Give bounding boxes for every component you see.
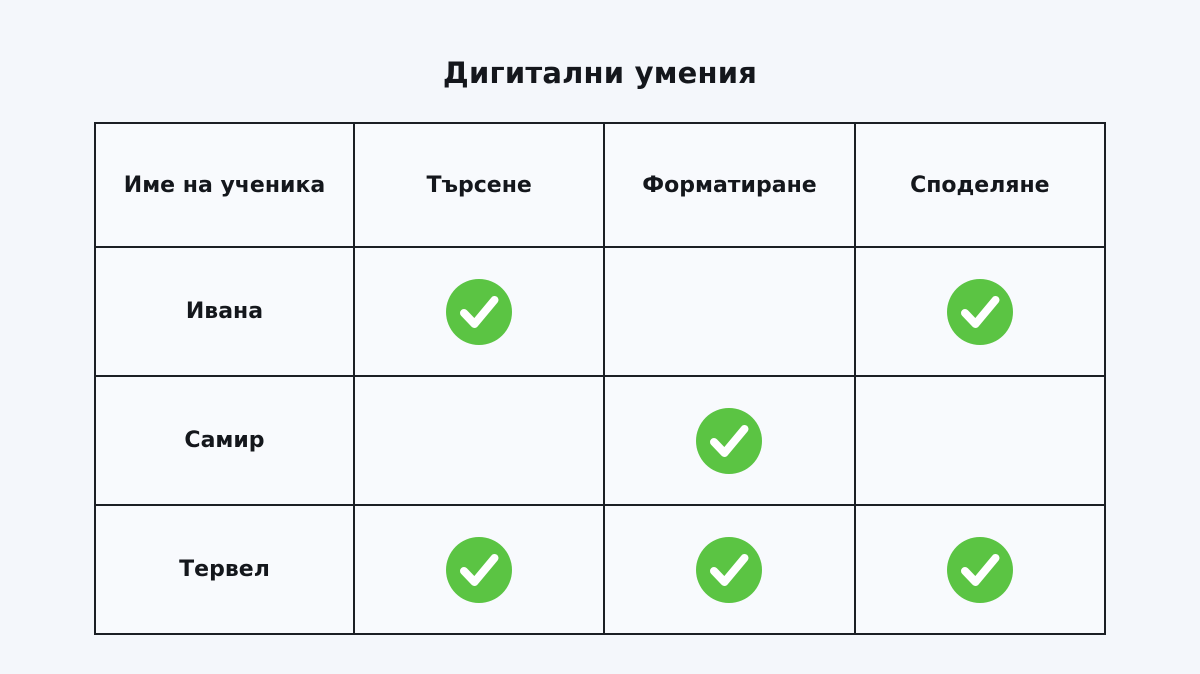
empty-mark: [696, 277, 762, 343]
table-header-row: [95, 123, 1105, 247]
check-circle-icon: [696, 408, 762, 474]
skill-cell-search: [354, 376, 604, 505]
student-name-cell: Ивана: [95, 247, 354, 376]
check-circle-icon: [696, 537, 762, 603]
skill-cell-sharing: [855, 247, 1105, 376]
table-row: [95, 505, 1105, 634]
skill-cell-search: [354, 247, 604, 376]
skill-cell-sharing: [855, 376, 1105, 505]
skill-cell-formatting: [604, 505, 854, 634]
check-circle-icon: [446, 537, 512, 603]
check-circle-icon: [947, 537, 1013, 603]
student-name-cell: Тервел: [95, 505, 354, 634]
table-row: [95, 376, 1105, 505]
skills-table: [94, 122, 1106, 635]
skills-table-container: [94, 122, 1106, 635]
table-body: [95, 247, 1105, 634]
check-circle-icon: [446, 279, 512, 345]
page-title: Дигитални умения: [442, 56, 758, 90]
empty-mark: [947, 406, 1013, 472]
skill-cell-formatting: [604, 247, 854, 376]
student-name-cell: Самир: [95, 376, 354, 505]
column-header-sharing: Споделяне: [855, 123, 1105, 247]
table-header: [95, 123, 1105, 247]
skill-cell-search: [354, 505, 604, 634]
table-row: [95, 247, 1105, 376]
column-header-formatting: Форматиране: [604, 123, 854, 247]
column-header-search: Търсене: [354, 123, 604, 247]
check-circle-icon: [947, 279, 1013, 345]
empty-mark: [446, 406, 512, 472]
column-header-student-name: Име на ученика: [95, 123, 354, 247]
skill-cell-formatting: [604, 376, 854, 505]
skill-cell-sharing: [855, 505, 1105, 634]
